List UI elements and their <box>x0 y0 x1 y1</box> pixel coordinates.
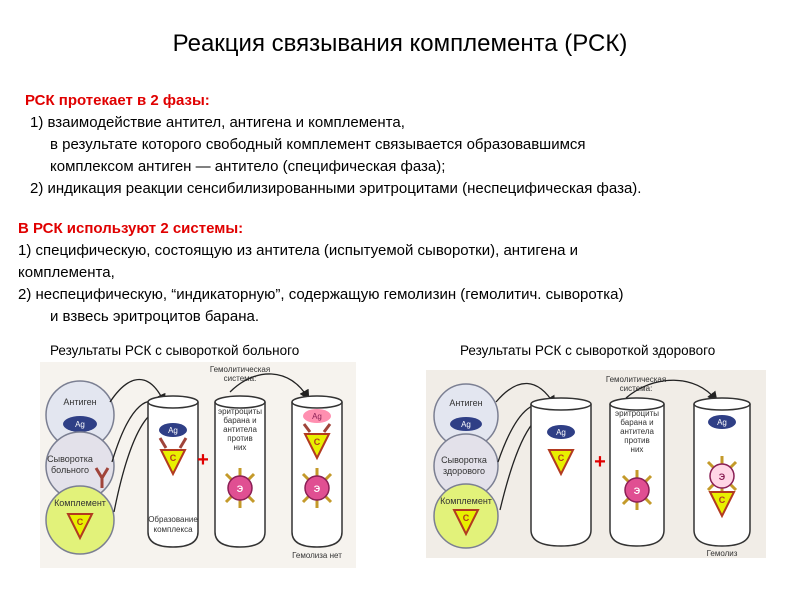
svg-text:Комплемент: Комплемент <box>54 498 106 508</box>
hemo-label-line1: Гемолитическая <box>605 375 667 384</box>
left-panel-caption: Результаты РСК с сывороткой больного <box>50 343 300 358</box>
svg-text:эритроциты: эритроциты <box>217 407 263 416</box>
phases-line-3: комплексом антиген — антитело (специфическая фаза); <box>50 158 446 175</box>
svg-text:них: них <box>630 445 644 454</box>
svg-text:С: С <box>557 453 565 463</box>
hemo-label-line2: система: <box>619 384 653 393</box>
svg-text:Гемолиза нет: Гемолиза нет <box>292 551 342 560</box>
svg-text:Ag: Ag <box>717 418 727 427</box>
svg-text:Ag: Ag <box>461 420 471 429</box>
hemo-label-line2: система: <box>223 374 257 383</box>
phases-line-4: 2) индикация реакции сенсибилизированными эритроцитами (неспецифическая фаза). <box>30 180 642 197</box>
svg-text:Ag: Ag <box>75 420 85 429</box>
complement-circle <box>46 486 114 554</box>
tube-1 <box>148 396 198 547</box>
svg-text:Антиген: Антиген <box>449 398 483 408</box>
phases-line-2: в результате которого свободный комплемент связывается образовавшимся <box>50 136 586 153</box>
svg-text:против: против <box>624 436 650 445</box>
svg-text:эритроциты: эритроциты <box>614 409 660 418</box>
svg-text:С: С <box>169 453 177 463</box>
right-diagram <box>426 370 766 558</box>
plus-sign: + <box>197 449 209 471</box>
svg-text:С: С <box>718 495 726 505</box>
svg-text:антитела: антитела <box>620 427 654 436</box>
tube-2 <box>215 396 265 547</box>
svg-text:антитела: антитела <box>223 425 257 434</box>
svg-text:барана и: барана и <box>223 416 257 425</box>
page-title: Реакция связывания комплемента (РСК) <box>172 30 628 57</box>
svg-text:Э: Э <box>633 486 641 496</box>
systems-line-4: и взвесь эритроцитов барана. <box>50 308 259 325</box>
systems-heading: В РСК используют 2 системы: <box>18 220 244 237</box>
systems-line-1: 1) специфическую, состоящую из антитела (испытуемой сыворотки), антигена и <box>18 242 578 259</box>
svg-text:Ag: Ag <box>312 412 322 421</box>
tube-2 <box>610 398 664 546</box>
right-panel-caption: Результаты РСК с сывороткой здорового <box>460 343 716 358</box>
right-diagram-figure <box>426 370 766 558</box>
svg-text:С: С <box>313 437 321 447</box>
phases-heading: РСК протекает в 2 фазы: <box>25 92 210 109</box>
hemo-label-line1: Гемолитическая <box>209 365 271 374</box>
svg-text:Сыворотка: Сыворотка <box>441 455 487 465</box>
svg-text:Э: Э <box>313 484 321 494</box>
svg-text:Э: Э <box>718 472 726 482</box>
svg-text:против: против <box>227 434 253 443</box>
tube-1 <box>531 398 591 546</box>
systems-line-2: комплемента, <box>18 264 115 281</box>
svg-text:здорового: здорового <box>443 466 485 476</box>
svg-text:Сыворотка: Сыворотка <box>47 454 93 464</box>
svg-text:Комплемент: Комплемент <box>440 496 492 506</box>
svg-text:Ag: Ag <box>556 428 566 437</box>
svg-text:них: них <box>233 443 247 452</box>
left-diagram <box>40 362 356 568</box>
svg-text:С: С <box>76 517 84 527</box>
svg-text:Ag: Ag <box>168 426 178 435</box>
complement-circle <box>434 484 498 548</box>
phases-line-1: 1) взаимодействие антител, антигена и комплемента, <box>30 114 405 131</box>
systems-line-3: 2) неспецифическую, “индикаторную”, содержащую гемолизин (гемолитич. сыворотка) <box>18 286 624 303</box>
left-diagram-figure <box>40 362 356 568</box>
svg-text:Образование: Образование <box>148 515 198 524</box>
svg-text:комплекса: комплекса <box>153 525 193 534</box>
tube-3 <box>292 396 342 560</box>
tube-3 <box>694 398 750 558</box>
svg-text:барана и: барана и <box>620 418 654 427</box>
svg-text:больного: больного <box>51 465 89 475</box>
svg-text:Гемолиз: Гемолиз <box>706 549 738 558</box>
svg-text:С: С <box>462 513 470 523</box>
svg-text:Э: Э <box>236 484 244 494</box>
plus-sign: + <box>594 451 606 473</box>
svg-text:Антиген: Антиген <box>63 397 97 407</box>
